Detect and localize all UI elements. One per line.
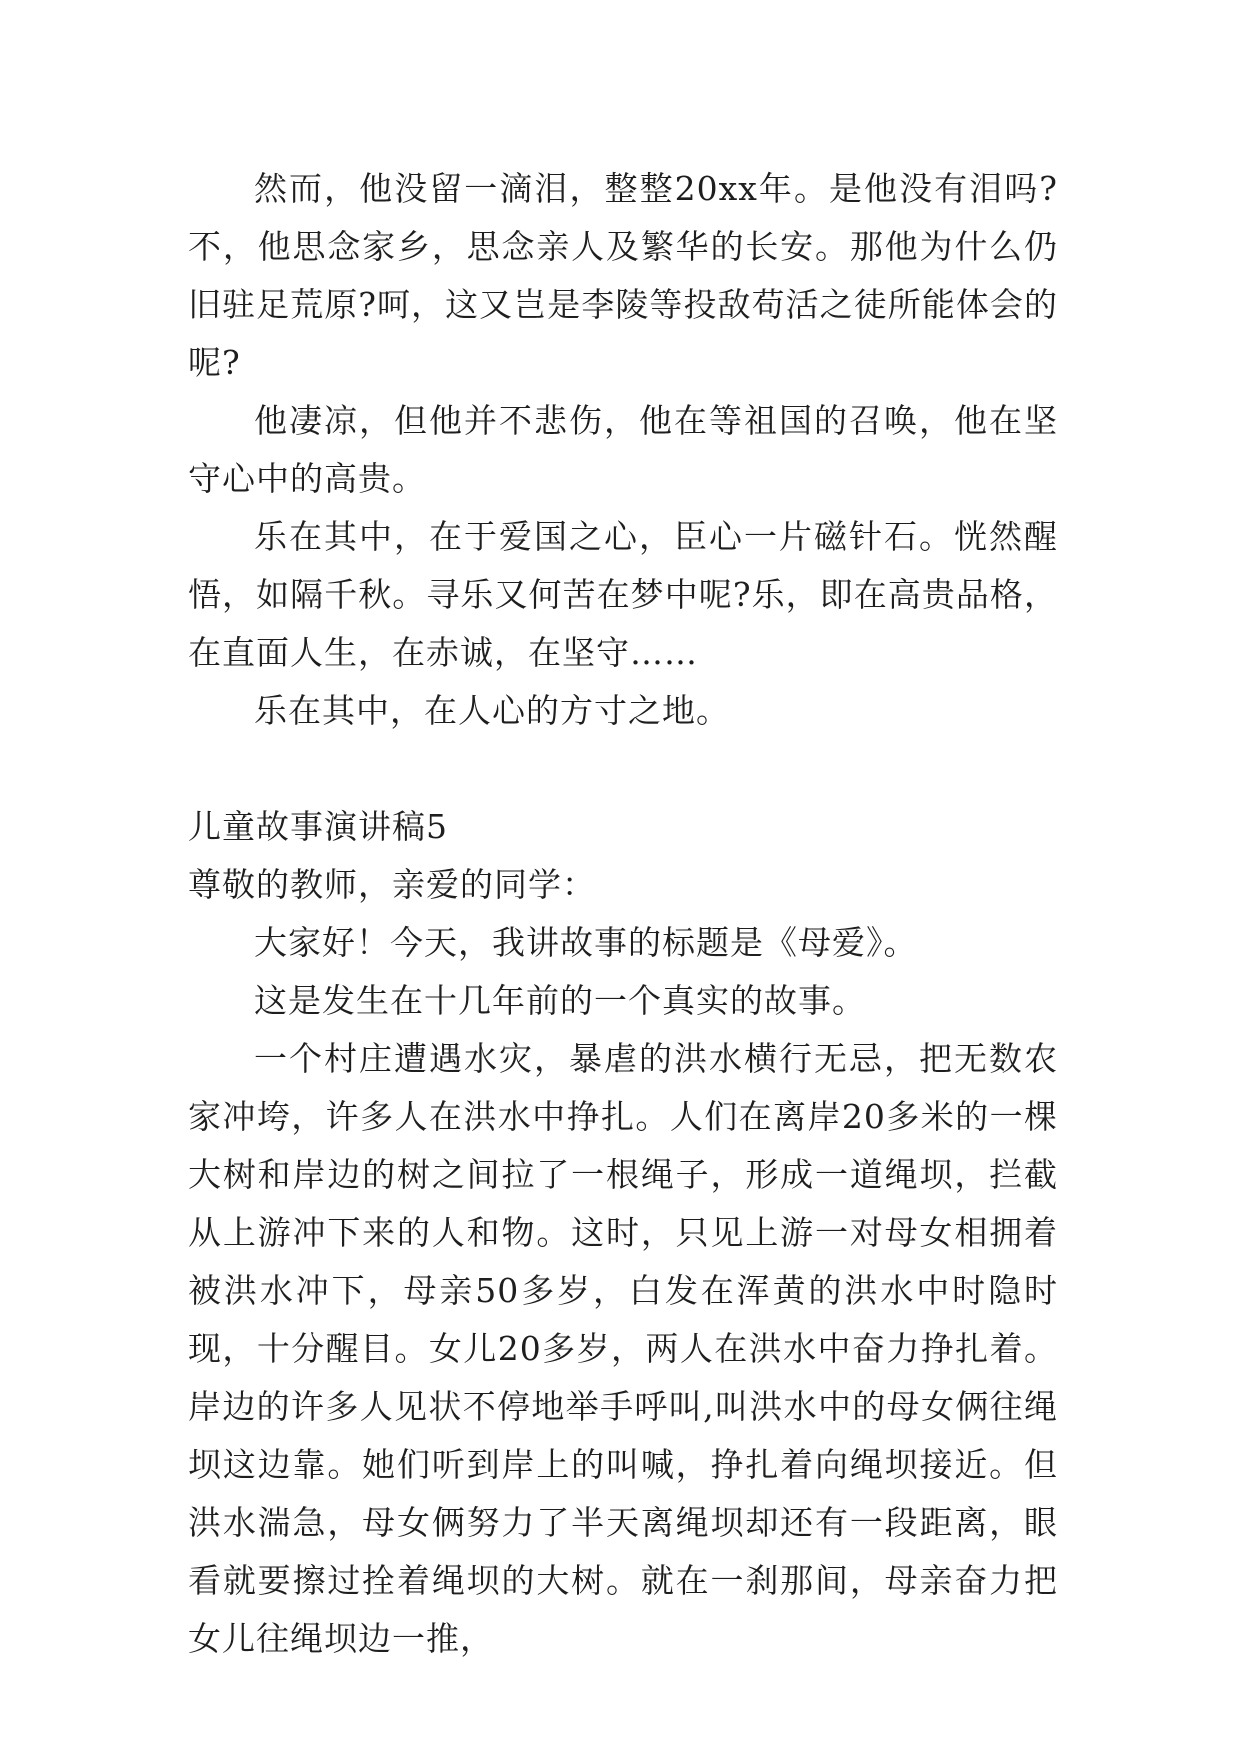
document-body [188,160,1058,1668]
paragraph: 这是发生在十几年前的一个真实的故事。 [254,981,866,1020]
paragraph: 乐在其中，在人心的方寸之地。 [254,691,730,730]
section-spacer [188,740,1058,798]
paragraph: 乐在其中，在于爱国之心，臣心一片磁针石。恍然醒悟，如隔千秋。寻乐又何苦在梦中呢?乐，即在高贵品格，在直面人生，在赤诚，在坚守…… [188,517,1058,672]
section-heading: 儿童故事演讲稿5 [188,807,448,846]
salutation: 尊敬的教师，亲爱的同学： [188,865,596,904]
paragraph: 他凄凉，但他并不悲伤，他在等祖国的召唤，他在坚守心中的高贵。 [188,401,1058,498]
paragraph: 一个村庄遭遇水灾，暴虐的洪水横行无忌，把无数农家冲垮，许多人在洪水中挣扎。人们在离岸20多米的一棵大树和岸边的树之间拉了一根绳子，形成一道绳坝，拦截从上游冲下来的人和物。这时，只见上游一对母女相拥着被洪水冲下，母亲50多岁，白发在浑黄的洪水中时隐时现，十分醒目。女儿20多岁，两人在洪水中奋力挣扎着。岸边的许多人见状不停地举手呼叫,叫洪水中的母女俩往绳坝这边靠。她们听到岸上的叫喊，挣扎着向绳坝接近。但洪水湍急，母女俩努力了半天离绳坝却还有一段距离，眼看就要擦过拴着绳坝的大树。就在一刹那间，母亲奋力把女儿往绳坝边一推， [188,1039,1058,1658]
paragraph: 大家好！今天，我讲故事的标题是《母爱》。 [254,923,918,962]
paragraph: 然而，他没留一滴泪，整整20xx年。是他没有泪吗?不，他思念家乡，思念亲人及繁华的长安。那他为什么仍旧驻足荒原?呵，这又岂是李陵等投敌苟活之徒所能体会的呢? [188,169,1058,382]
